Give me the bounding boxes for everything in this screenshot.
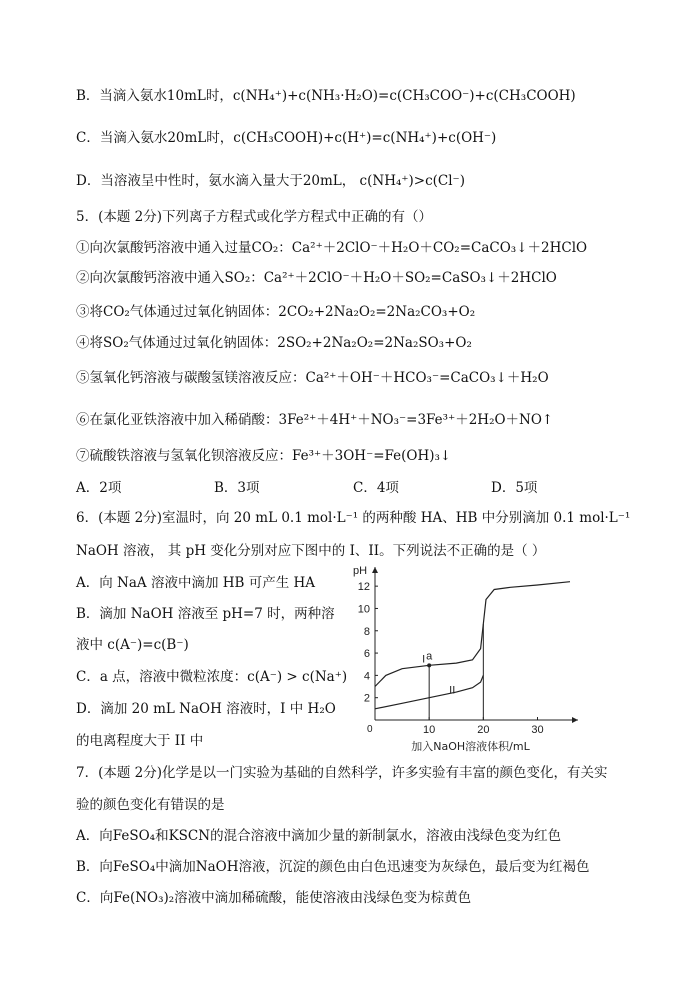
y-tick-label-5: 12 — [357, 581, 370, 594]
q6-stem-2: NaOH 溶液， 其 pH 变化分别对应下图中的 I、II。下列说法不正确的是（ ） — [76, 543, 546, 559]
y-axis-arrow — [372, 567, 378, 573]
q5-6: ⑥在氯化亚铁溶液中加入稀硝酸：3Fe²⁺＋4H⁺＋NO₃⁻=3Fe³⁺＋2H₂O＋NO↑ — [76, 412, 554, 428]
x-tick-label-0: 10 — [423, 724, 436, 736]
x-axis-label: 加入NaOH溶液体积/mL — [411, 740, 530, 753]
c4: C．当滴入氨水20mL时，c(CH₃COOH)+c(H⁺)=c(NH₄⁺)+c(OH⁻) — [76, 130, 497, 146]
y-tick-label-2: 6 — [363, 648, 370, 661]
x-axis-arrow — [572, 717, 578, 723]
x-tick-label-2: 30 — [531, 724, 544, 736]
q5-option-b: B．3项 — [214, 480, 260, 496]
q5-option-a: A．2项 — [76, 480, 122, 496]
q6-option-a: A．向 NaA 溶液中滴加 HB 可产生 HA — [76, 575, 316, 591]
d4: D．当溶液呈中性时，氨水滴入量大于20mL， c(NH₄⁺)>c(Cl⁻) — [76, 173, 465, 189]
q5: 5．(本题 2分)下列离子方程式或化学方程式中正确的有（） — [76, 209, 433, 225]
x-tick-label-1: 20 — [477, 724, 490, 736]
y-tick-label-4: 10 — [357, 603, 370, 616]
series-label-I: I — [422, 653, 426, 666]
q6-option-b1: B．滴加 NaOH 溶液至 pH=7 时，两种溶 — [76, 606, 335, 622]
q6-option-c: C．a 点，溶液中微粒浓度：c(A⁻) > c(Na⁺) — [76, 669, 348, 685]
q6-option-d2: 的电离程度大于 II 中 — [76, 733, 204, 749]
q7-stem-1: 7．(本题 2分)化学是以一门实验为基础的自然科学，许多实验有丰富的颜色变化，有关实 — [76, 765, 608, 781]
q7-option-c: C．向Fe(NO₃)₂溶液中滴加稀硫酸，能使溶液由浅绿色变为棕黄色 — [76, 890, 472, 906]
origin-label: 0 — [367, 724, 373, 735]
q5-4: ④将SO₂气体通过过氧化钠固体：2SO₂+2Na₂O₂=2Na₂SO₃+O₂ — [76, 335, 472, 351]
q7-option-b: B．向FeSO₄中滴加NaOH溶液，沉淀的颜色由白色迅速变为灰绿色，最后变为红褐色 — [76, 859, 590, 875]
y-tick-label-1: 4 — [363, 670, 370, 683]
b4: B．当滴入氨水10mL时，c(NH₄⁺)+c(NH₃·H₂O)=c(CH₃COO⁻)+c(CH₃COOH) — [76, 88, 576, 104]
q7-option-a: A．向FeSO₄和KSCN的混合溶液中滴加少量的新制氯水，溶液由浅绿色变为红色 — [76, 828, 562, 844]
q6-option-b2: 液中 c(A⁻)=c(B⁻) — [76, 637, 189, 653]
y-axis-label: pH — [353, 565, 368, 577]
point-a-marker — [427, 663, 431, 667]
q5-5: ⑤氢氧化钙溶液与碳酸氢镁溶液反应：Ca²⁺＋OH⁻＋HCO₃⁻=CaCO₃↓＋H₂O — [76, 370, 549, 386]
q5-7: ⑦硫酸铁溶液与氢氧化钡溶液反应：Fe³⁺＋3OH⁻=Fe(OH)₃↓ — [76, 448, 452, 464]
q5-option-d: D．5项 — [491, 480, 538, 496]
series-label-II: II — [449, 684, 456, 697]
series-I-line — [375, 582, 570, 687]
q5-2: ②向次氯酸钙溶液中通入SO₂：Ca²⁺＋2ClO⁻＋H₂O＋SO₂=CaSO₃↓＋2HClO — [76, 270, 557, 286]
point-a-label: a — [426, 650, 433, 663]
q6-option-d1: D．滴加 20 mL NaOH 溶液时，I 中 H₂O — [76, 701, 336, 717]
q5-option-c: C．4项 — [353, 480, 399, 496]
y-tick-label-3: 8 — [363, 625, 370, 638]
y-tick-label-0: 2 — [363, 692, 370, 705]
ph-titration-chart — [345, 565, 580, 755]
q7-stem-2: 验的颜色变化有错误的是 — [76, 797, 225, 813]
q6-stem-1: 6．(本题 2分)室温时，向 20 mL 0.1 mol·L⁻¹ 的两种酸 HA、HB 中分别滴加 0.1 mol·L⁻¹ — [76, 510, 631, 526]
q5-3: ③将CO₂气体通过过氧化钠固体：2CO₂+2Na₂O₂=2Na₂CO₃+O₂ — [76, 304, 476, 320]
q5-1: ①向次氯酸钙溶液中通入过量CO₂：Ca²⁺＋2ClO⁻＋H₂O＋CO₂=CaCO₃↓＋2HClO — [76, 240, 588, 256]
